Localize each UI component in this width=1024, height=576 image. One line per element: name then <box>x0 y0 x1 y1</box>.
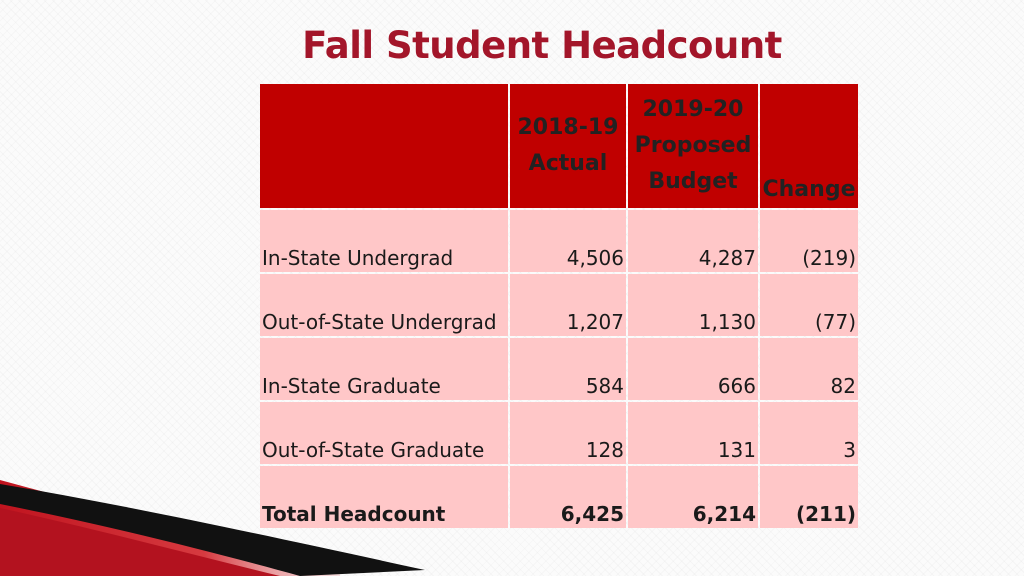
total-actual: 6,425 <box>510 466 626 528</box>
total-budget: 6,214 <box>628 466 758 528</box>
row-label: In-State Undergrad <box>260 210 508 272</box>
header-row <box>260 84 858 208</box>
row-actual: 128 <box>510 402 626 464</box>
total-change: (211) <box>760 466 858 528</box>
header-2019-budget <box>628 84 758 208</box>
table-row <box>260 274 858 336</box>
row-budget: 4,287 <box>628 210 758 272</box>
row-label: In-State Graduate <box>260 338 508 400</box>
row-change: 82 <box>760 338 858 400</box>
row-actual: 4,506 <box>510 210 626 272</box>
row-budget: 131 <box>628 402 758 464</box>
table-row <box>260 402 858 464</box>
total-label: Total Headcount <box>260 466 508 528</box>
header-blank-cell <box>260 84 508 208</box>
row-actual: 1,207 <box>510 274 626 336</box>
header-2019-sub2: Budget <box>648 169 738 194</box>
table-row <box>260 338 858 400</box>
headcount-table <box>258 82 860 530</box>
header-2018-year: 2018-19 <box>517 115 619 140</box>
header-2019-sub1: Proposed <box>634 133 752 158</box>
row-budget: 1,130 <box>628 274 758 336</box>
row-actual: 584 <box>510 338 626 400</box>
decorative-swoosh <box>0 470 430 576</box>
slide-title: Fall Student Headcount <box>302 24 782 67</box>
table-row <box>260 210 858 272</box>
row-label: Out-of-State Undergrad <box>260 274 508 336</box>
header-2018-actual <box>510 84 626 208</box>
row-change: 3 <box>760 402 858 464</box>
row-label: Out-of-State Graduate <box>260 402 508 464</box>
row-change: (219) <box>760 210 858 272</box>
header-change: Change <box>760 84 858 208</box>
header-2019-year: 2019-20 <box>642 97 744 122</box>
header-2018-sub: Actual <box>528 151 608 176</box>
row-change: (77) <box>760 274 858 336</box>
row-budget: 666 <box>628 338 758 400</box>
